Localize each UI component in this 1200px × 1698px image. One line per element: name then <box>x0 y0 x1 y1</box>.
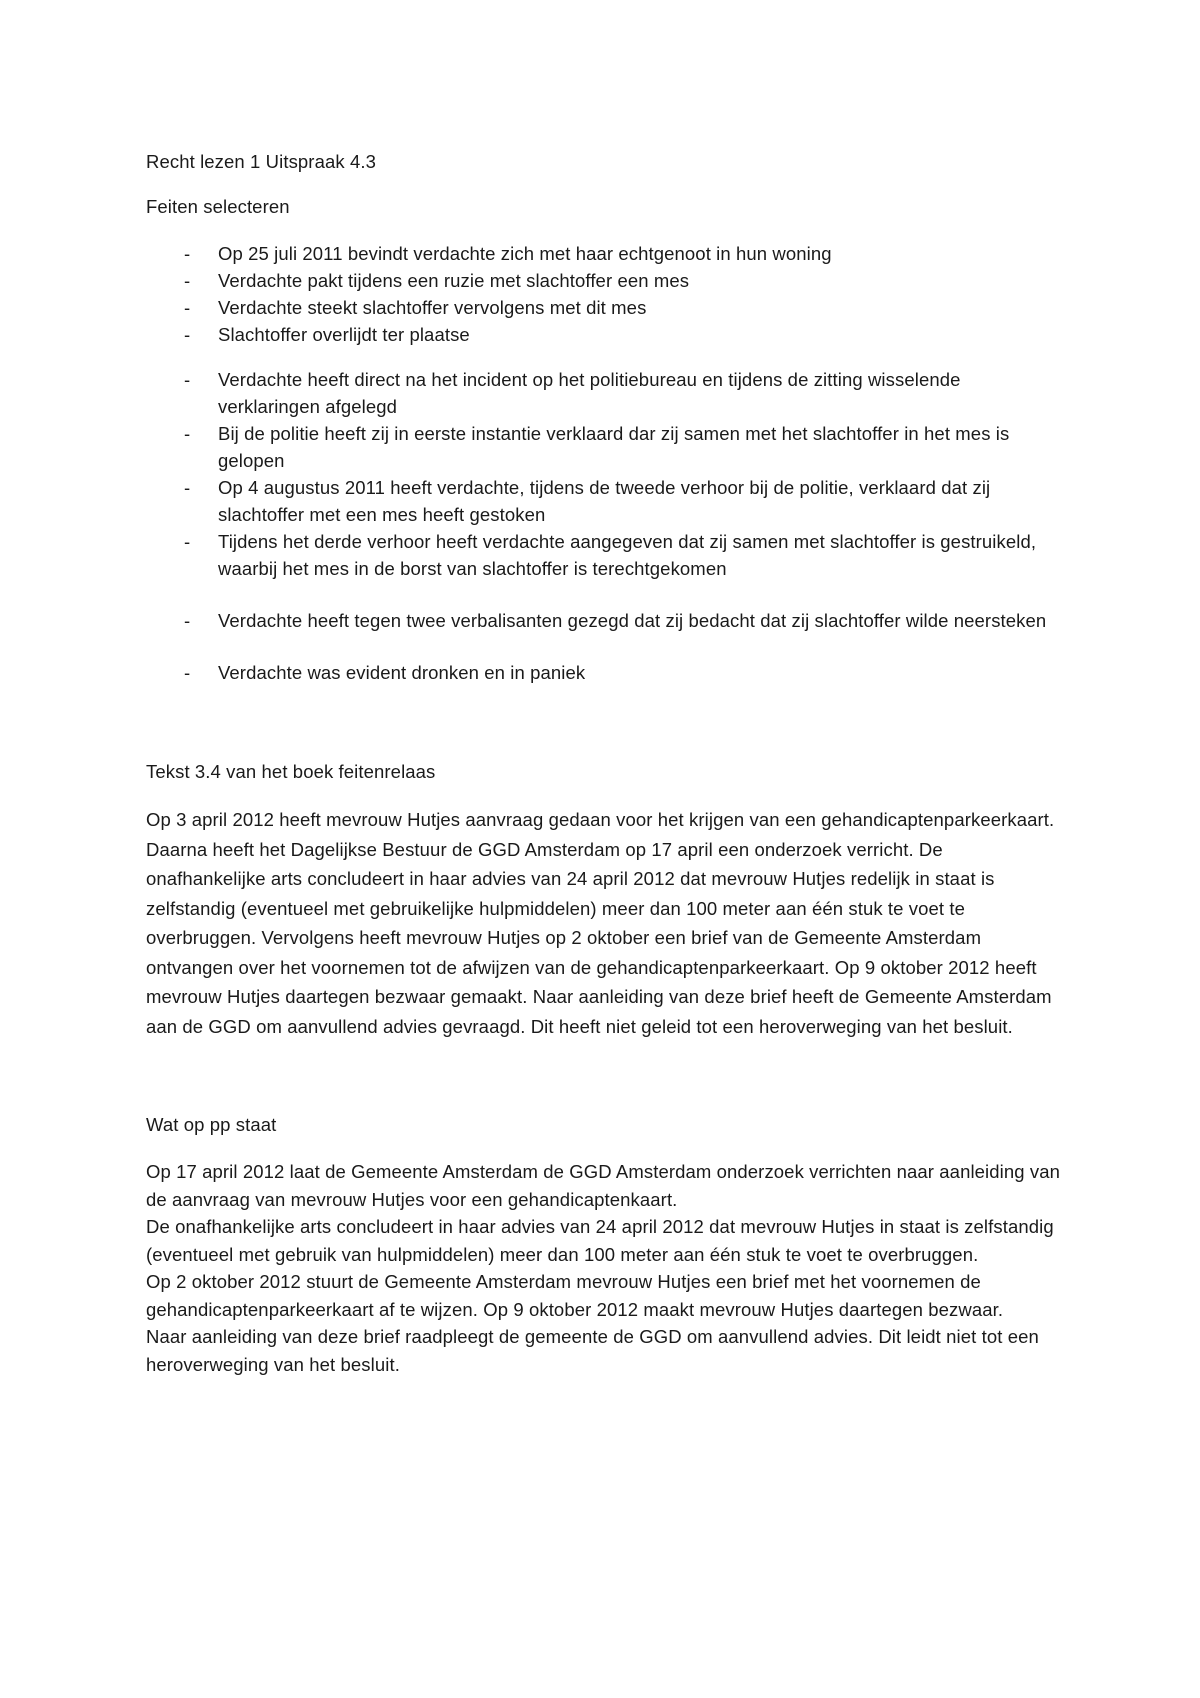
summary-paragraph <box>146 1158 1066 1378</box>
list-item: - Verdachte pakt tijdens een ruzie met slachtoffer een mes <box>146 267 1066 294</box>
list-item: - Op 25 juli 2011 bevindt verdachte zich met haar echtgenoot in hun woning <box>146 240 1066 267</box>
list-item: - Verdachte heeft tegen twee verbalisanten gezegd dat zij bedacht dat zij slachtoffer wilde neersteken <box>146 607 1066 634</box>
list-item: - Bij de politie heeft zij in eerste instantie verklaard dar zij samen met het slachtoffer in het mes is gelopen <box>146 420 1066 474</box>
list-item: - Slachtoffer overlijdt ter plaatse <box>146 321 1066 348</box>
section-heading-tekst: Tekst 3.4 van het boek feitenrelaas <box>146 761 436 782</box>
list-item: - Tijdens het derde verhoor heeft verdachte aangegeven dat zij samen met slachtoffer is gestruikeld, waarbij het mes in de borst van slachtoffer is terechtgekomen <box>146 528 1066 582</box>
summary-line: De onafhankelijke arts concludeert in haar advies van 24 april 2012 dat mevrouw Hutjes in staat is zelfstandig (eventueel met gebruik van hulpmiddelen) meer dan 100 meter aan één stuk te voet te overbruggen. <box>146 1216 1054 1265</box>
summary-line: Naar aanleiding van deze brief raadpleegt de gemeente de GGD om aanvullend advies. Dit leidt niet tot een heroverweging van het besluit. <box>146 1326 1039 1375</box>
list-item: - Verdachte heeft direct na het incident op het politiebureau en tijdens de zitting wisselende verklaringen afgelegd <box>146 366 1066 420</box>
feitenrelaas-paragraph: Op 3 april 2012 heeft mevrouw Hutjes aanvraag gedaan voor het krijgen van een gehandicaptenparkeerkaart. Daarna heeft het Dagelijkse Bestuur de GGD Amsterdam op 17 april een onderzoek verricht. De onafhankelijke arts concludeert in haar advies van 24 april 2012 dat mevrouw Hutjes redelijk in staat is zelfstandig (eventueel met gebruikelijke hulpmiddelen) meer dan 100 meter aan één stuk te voet te overbruggen. Vervolgens heeft mevrouw Hutjes op 2 oktober een brief van de Gemeente Amsterdam ontvangen over het voornemen tot de afwijzen van de gehandicaptenparkeerkaart. Op 9 oktober 2012 heeft mevrouw Hutjes daartegen bezwaar gemaakt. Naar aanleiding van deze brief heeft de Gemeente Amsterdam aan de GGD om aanvullend advies gevraagd. Dit heeft niet geleid tot een heroverweging van het besluit. <box>146 809 1055 1037</box>
summary-line: Op 2 oktober 2012 stuurt de Gemeente Amsterdam mevrouw Hutjes een brief met het voornemen de gehandicaptenparkeerkaart af te wijzen. Op 9 oktober 2012 maakt mevrouw Hutjes daartegen bezwaar. <box>146 1271 1004 1320</box>
section-heading-wat-op-pp-staat: Wat op pp staat <box>146 1114 277 1135</box>
list-item: - Op 4 augustus 2011 heeft verdachte, tijdens de tweede verhoor bij de politie, verklaard dat zij slachtoffer met een mes heeft gestoken <box>146 474 1066 528</box>
document-page <box>146 148 1066 1378</box>
document-title: Recht lezen 1 Uitspraak 4.3 <box>146 151 376 172</box>
list-item: - Verdachte was evident dronken en in paniek <box>146 659 1066 686</box>
section-heading-feiten: Feiten selecteren <box>146 196 290 217</box>
summary-line: Op 17 april 2012 laat de Gemeente Amsterdam de GGD Amsterdam onderzoek verrichten naar aanleiding van de aanvraag van mevrouw Hutjes voor een gehandicaptenkaart. <box>146 1161 1061 1210</box>
list-item: - Verdachte steekt slachtoffer vervolgens met dit mes <box>146 294 1066 321</box>
facts-list <box>146 240 1066 686</box>
